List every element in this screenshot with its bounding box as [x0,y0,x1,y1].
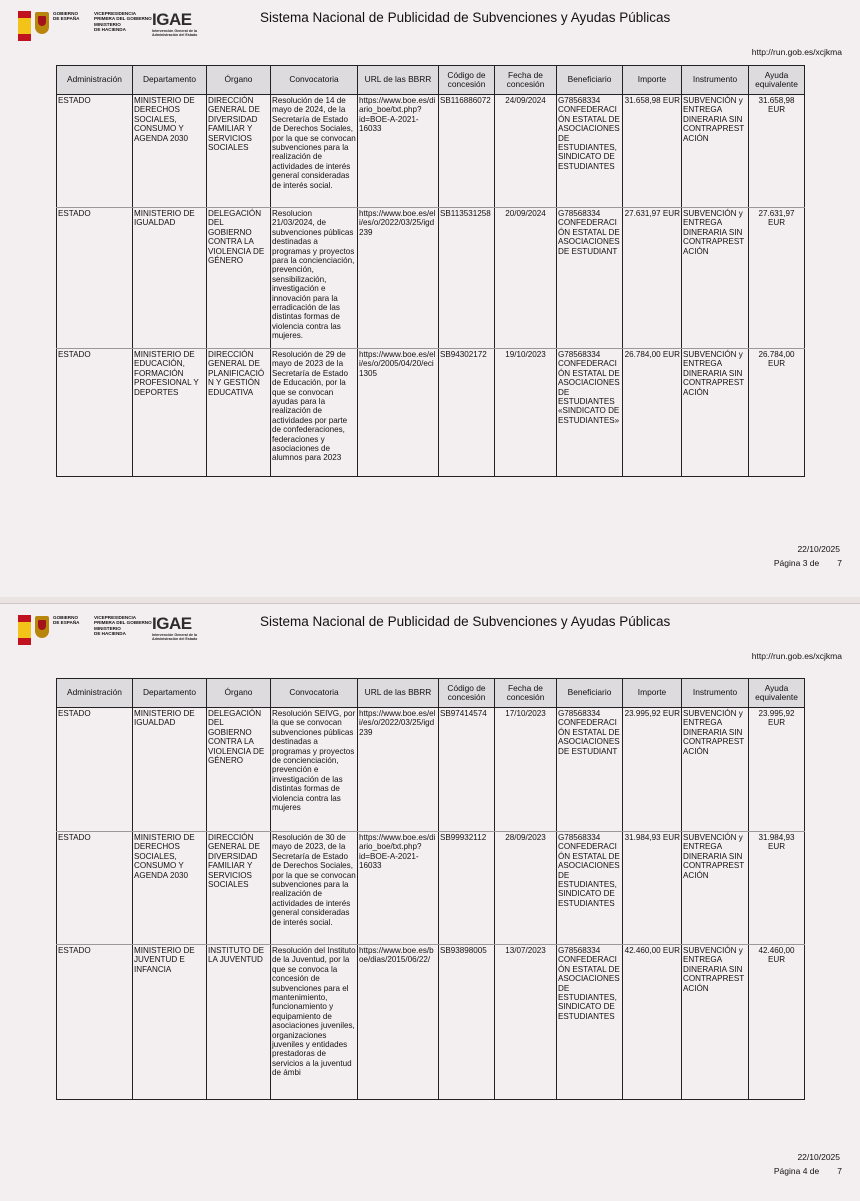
cell-instrumento: SUBVENCIÓN y ENTREGA DINERARIA SIN CONTRAPRESTACIÓN [682,349,749,477]
cell-convocatoria: Resolución de 30 de mayo de 2023, de la Secretaría de Estado de Derechos Sociales, por la que se convocan subvenciones para la realización de actividades de interés general consideradas de interés social. [271,832,358,945]
cell-codigo: SB93898005 [439,945,495,1100]
cell-admin: ESTADO [57,208,133,349]
grants-table [56,65,805,477]
cell-fecha: 17/10/2023 [495,708,557,832]
cell-beneficiario: G78568334 CONFEDERACIÓN ESTATAL DE ASOCIACIONES DE ESTUDIANT [557,708,623,832]
cell-admin: ESTADO [57,708,133,832]
cell-url[interactable]: https://www.boe.es/diario_boe/txt.php?id=BOE-A-2021-16033 [358,832,439,945]
cell-convocatoria: Resolución de 29 de mayo de 2023 de la Secretaría de Estado de Educación, por la que se convocan ayudas para la realización de actividades por parte de confederaciones, federaciones y asociaciones de alumnos para 2023 [271,349,358,477]
table-row [57,832,805,945]
column-header: Fecha de concesión [495,679,557,708]
cell-instrumento: SUBVENCIÓN y ENTREGA DINERARIA SIN CONTRAPRESTACIÓN [682,708,749,832]
cell-convocatoria: Resolución del Instituto de la Juventud, por la que se convoca la concesión de subvenciones para el mantenimiento, funcionamiento y equipamiento de asociaciones juveniles, organizaciones juveniles y entidades prestadoras de servicios a la juventud de ámbi [271,945,358,1100]
column-header: URL de las BBRR [358,679,439,708]
column-header: Convocatoria [271,679,358,708]
cell-department: MINISTERIO DE IGUALDAD [133,208,207,349]
spain-flag-icon [18,615,31,645]
cell-codigo: SB97414574 [439,708,495,832]
cell-codigo: SB116886072 [439,95,495,208]
cell-url[interactable]: https://www.boe.es/eli/es/o/2022/03/25/igd239 [358,208,439,349]
table-row [57,208,805,349]
cell-convocatoria: Resolucion 21/03/2024, de subvenciones públicas destinadas a programas y proyectos para la concienciación, prevención, sensibilización, investigación e innovación para la erradicación de las distintas formas de violencia contra las mujeres. [271,208,358,349]
column-header: Beneficiario [557,679,623,708]
ministry-label: VICEPRESIDENCIA PRIMERA DEL GOBIERNO MINISTERIO DE HACIENDA [94,615,152,637]
cell-organo: DIRECCIÓN GENERAL DE PLANIFICACIÓN Y GESTIÓN EDUCATIVA [207,349,271,477]
column-header: Instrumento [682,679,749,708]
cell-organo: DIRECCIÓN GENERAL DE DIVERSIDAD FAMILIAR Y SERVICIOS SOCIALES [207,832,271,945]
cell-convocatoria: Resolución de 14 de mayo de 2024, de la Secretaría de Estado de Derechos Sociales, por la que se convocan subvenciones para la realización de actividades de interés general consideradas de interés social. [271,95,358,208]
cell-ayuda: 42.460,00 EUR [749,945,805,1100]
cell-importe: 27.631,97 EUR [623,208,682,349]
column-header: Ayuda equivalente [749,66,805,95]
table-row [57,95,805,208]
table-header-row [57,679,805,708]
cell-admin: ESTADO [57,95,133,208]
column-header: Importe [623,679,682,708]
cell-codigo: SB113531258 [439,208,495,349]
cell-fecha: 13/07/2023 [495,945,557,1100]
cell-url[interactable]: https://www.boe.es/eli/es/o/2022/03/25/igd239 [358,708,439,832]
cell-ayuda: 31.658,98 EUR [749,95,805,208]
igae-logo: IGAE Intervención General de la Administración del Estado [152,10,198,37]
cell-department: MINISTERIO DE DERECHOS SOCIALES, CONSUMO Y AGENDA 2030 [133,832,207,945]
cell-url[interactable]: https://www.boe.es/diario_boe/txt.php?id=BOE-A-2021-16033 [358,95,439,208]
cell-instrumento: SUBVENCIÓN y ENTREGA DINERARIA SIN CONTRAPRESTACIÓN [682,208,749,349]
column-header: Código de concesión [439,679,495,708]
cell-codigo: SB99932112 [439,832,495,945]
page-number: Página 4 de 7 [773,1166,842,1176]
cell-admin: ESTADO [57,832,133,945]
column-header: Administración [57,679,133,708]
gov-label: GOBIERNO DE ESPAÑA [53,615,80,626]
cell-department: MINISTERIO DE IGUALDAD [133,708,207,832]
short-url[interactable]: http://run.gob.es/xcjkma [751,651,842,661]
print-date: 22/10/2025 [797,544,840,554]
cell-fecha: 20/09/2024 [495,208,557,349]
cell-beneficiario: G78568334 CONFEDERACIÓN ESTATAL DE ASOCIACIONES DE ESTUDIANTES, SINDICATO DE ESTUDIANTES [557,832,623,945]
column-header: Ayuda equivalente [749,679,805,708]
government-logo [18,615,204,647]
column-header: Órgano [207,66,271,95]
gov-label: GOBIERNO DE ESPAÑA [53,11,80,22]
cell-ayuda: 23.995,92 EUR [749,708,805,832]
column-header: Beneficiario [557,66,623,95]
column-header: Administración [57,66,133,95]
cell-importe: 26.784,00 EUR [623,349,682,477]
cell-department: MINISTERIO DE EDUCACIÓN, FORMACIÓN PROFESIONAL Y DEPORTES [133,349,207,477]
coat-of-arms-icon [35,616,49,638]
cell-url[interactable]: https://www.boe.es/eli/es/o/2005/04/20/eci1305 [358,349,439,477]
table-row [57,708,805,832]
cell-ayuda: 31.984,93 EUR [749,832,805,945]
table-row [57,945,805,1100]
cell-convocatoria: Resolución SEIVG, por la que se convocan subvenciones públicas destinadas a programas y proyectos de concienciación, prevención e investigación de las distintas formas de violencia contra las mujeres [271,708,358,832]
column-header: Importe [623,66,682,95]
grants-table [56,678,805,1100]
cell-instrumento: SUBVENCIÓN y ENTREGA DINERARIA SIN CONTRAPRESTACIÓN [682,95,749,208]
cell-importe: 31.658,98 EUR [623,95,682,208]
coat-of-arms-icon [35,12,49,34]
cell-instrumento: SUBVENCIÓN y ENTREGA DINERARIA SIN CONTRAPRESTACIÓN [682,832,749,945]
page-number: Página 3 de 7 [773,558,842,568]
column-header: Departamento [133,66,207,95]
column-header: Código de concesión [439,66,495,95]
column-header: Órgano [207,679,271,708]
cell-admin: ESTADO [57,349,133,477]
table-row [57,349,805,477]
table-header-row [57,66,805,95]
column-header: URL de las BBRR [358,66,439,95]
cell-organo: INSTITUTO DE LA JUVENTUD [207,945,271,1100]
document-page-3 [0,0,860,597]
cell-importe: 31.984,93 EUR [623,832,682,945]
cell-codigo: SB94302172 [439,349,495,477]
column-header: Instrumento [682,66,749,95]
cell-fecha: 24/09/2024 [495,95,557,208]
cell-beneficiario: G78568334 CONFEDERACIÓN ESTATAL DE ASOCIACIONES DE ESTUDIANTES, SINDICATO DE ESTUDIANTES [557,945,623,1100]
cell-beneficiario: G78568334 CONFEDERACIÓN ESTATAL DE ASOCIACIONES DE ESTUDIANTES «SINDICATO DE ESTUDIANTES» [557,349,623,477]
cell-organo: DIRECCIÓN GENERAL DE DIVERSIDAD FAMILIAR Y SERVICIOS SOCIALES [207,95,271,208]
cell-fecha: 19/10/2023 [495,349,557,477]
cell-importe: 23.995,92 EUR [623,708,682,832]
cell-importe: 42.460,00 EUR [623,945,682,1100]
column-header: Convocatoria [271,66,358,95]
cell-url[interactable]: https://www.boe.es/boe/dias/2015/06/22/ [358,945,439,1100]
cell-department: MINISTERIO DE DERECHOS SOCIALES, CONSUMO Y AGENDA 2030 [133,95,207,208]
column-header: Departamento [133,679,207,708]
short-url[interactable]: http://run.gob.es/xcjkma [751,47,842,57]
cell-fecha: 28/09/2023 [495,832,557,945]
cell-instrumento: SUBVENCIÓN y ENTREGA DINERARIA SIN CONTRAPRESTACIÓN [682,945,749,1100]
page-title: Sistema Nacional de Publicidad de Subvenciones y Ayudas Públicas [260,614,671,629]
cell-department: MINISTERIO DE JUVENTUD E INFANCIA [133,945,207,1100]
cell-ayuda: 26.784,00 EUR [749,349,805,477]
column-header: Fecha de concesión [495,66,557,95]
cell-organo: DELEGACIÓN DEL GOBIERNO CONTRA LA VIOLENCIA DE GÉNERO [207,708,271,832]
cell-admin: ESTADO [57,945,133,1100]
spain-flag-icon [18,11,31,41]
document-page-4 [0,603,860,1201]
government-logo [18,11,204,43]
cell-beneficiario: G78568334 CONFEDERACIÓN ESTATAL DE ASOCIACIONES DE ESTUDIANTES, SINDICATO DE ESTUDIANTES [557,95,623,208]
cell-beneficiario: G78568334 CONFEDERACIÓN ESTATAL DE ASOCIACIONES DE ESTUDIANT [557,208,623,349]
ministry-label: VICEPRESIDENCIA PRIMERA DEL GOBIERNO MINISTERIO DE HACIENDA [94,11,152,33]
cell-organo: DELEGACIÓN DEL GOBIERNO CONTRA LA VIOLENCIA DE GÉNERO [207,208,271,349]
page-title: Sistema Nacional de Publicidad de Subvenciones y Ayudas Públicas [260,10,671,25]
print-date: 22/10/2025 [797,1152,840,1162]
cell-ayuda: 27.631,97 EUR [749,208,805,349]
igae-logo: IGAE Intervención General de la Administración del Estado [152,614,198,641]
